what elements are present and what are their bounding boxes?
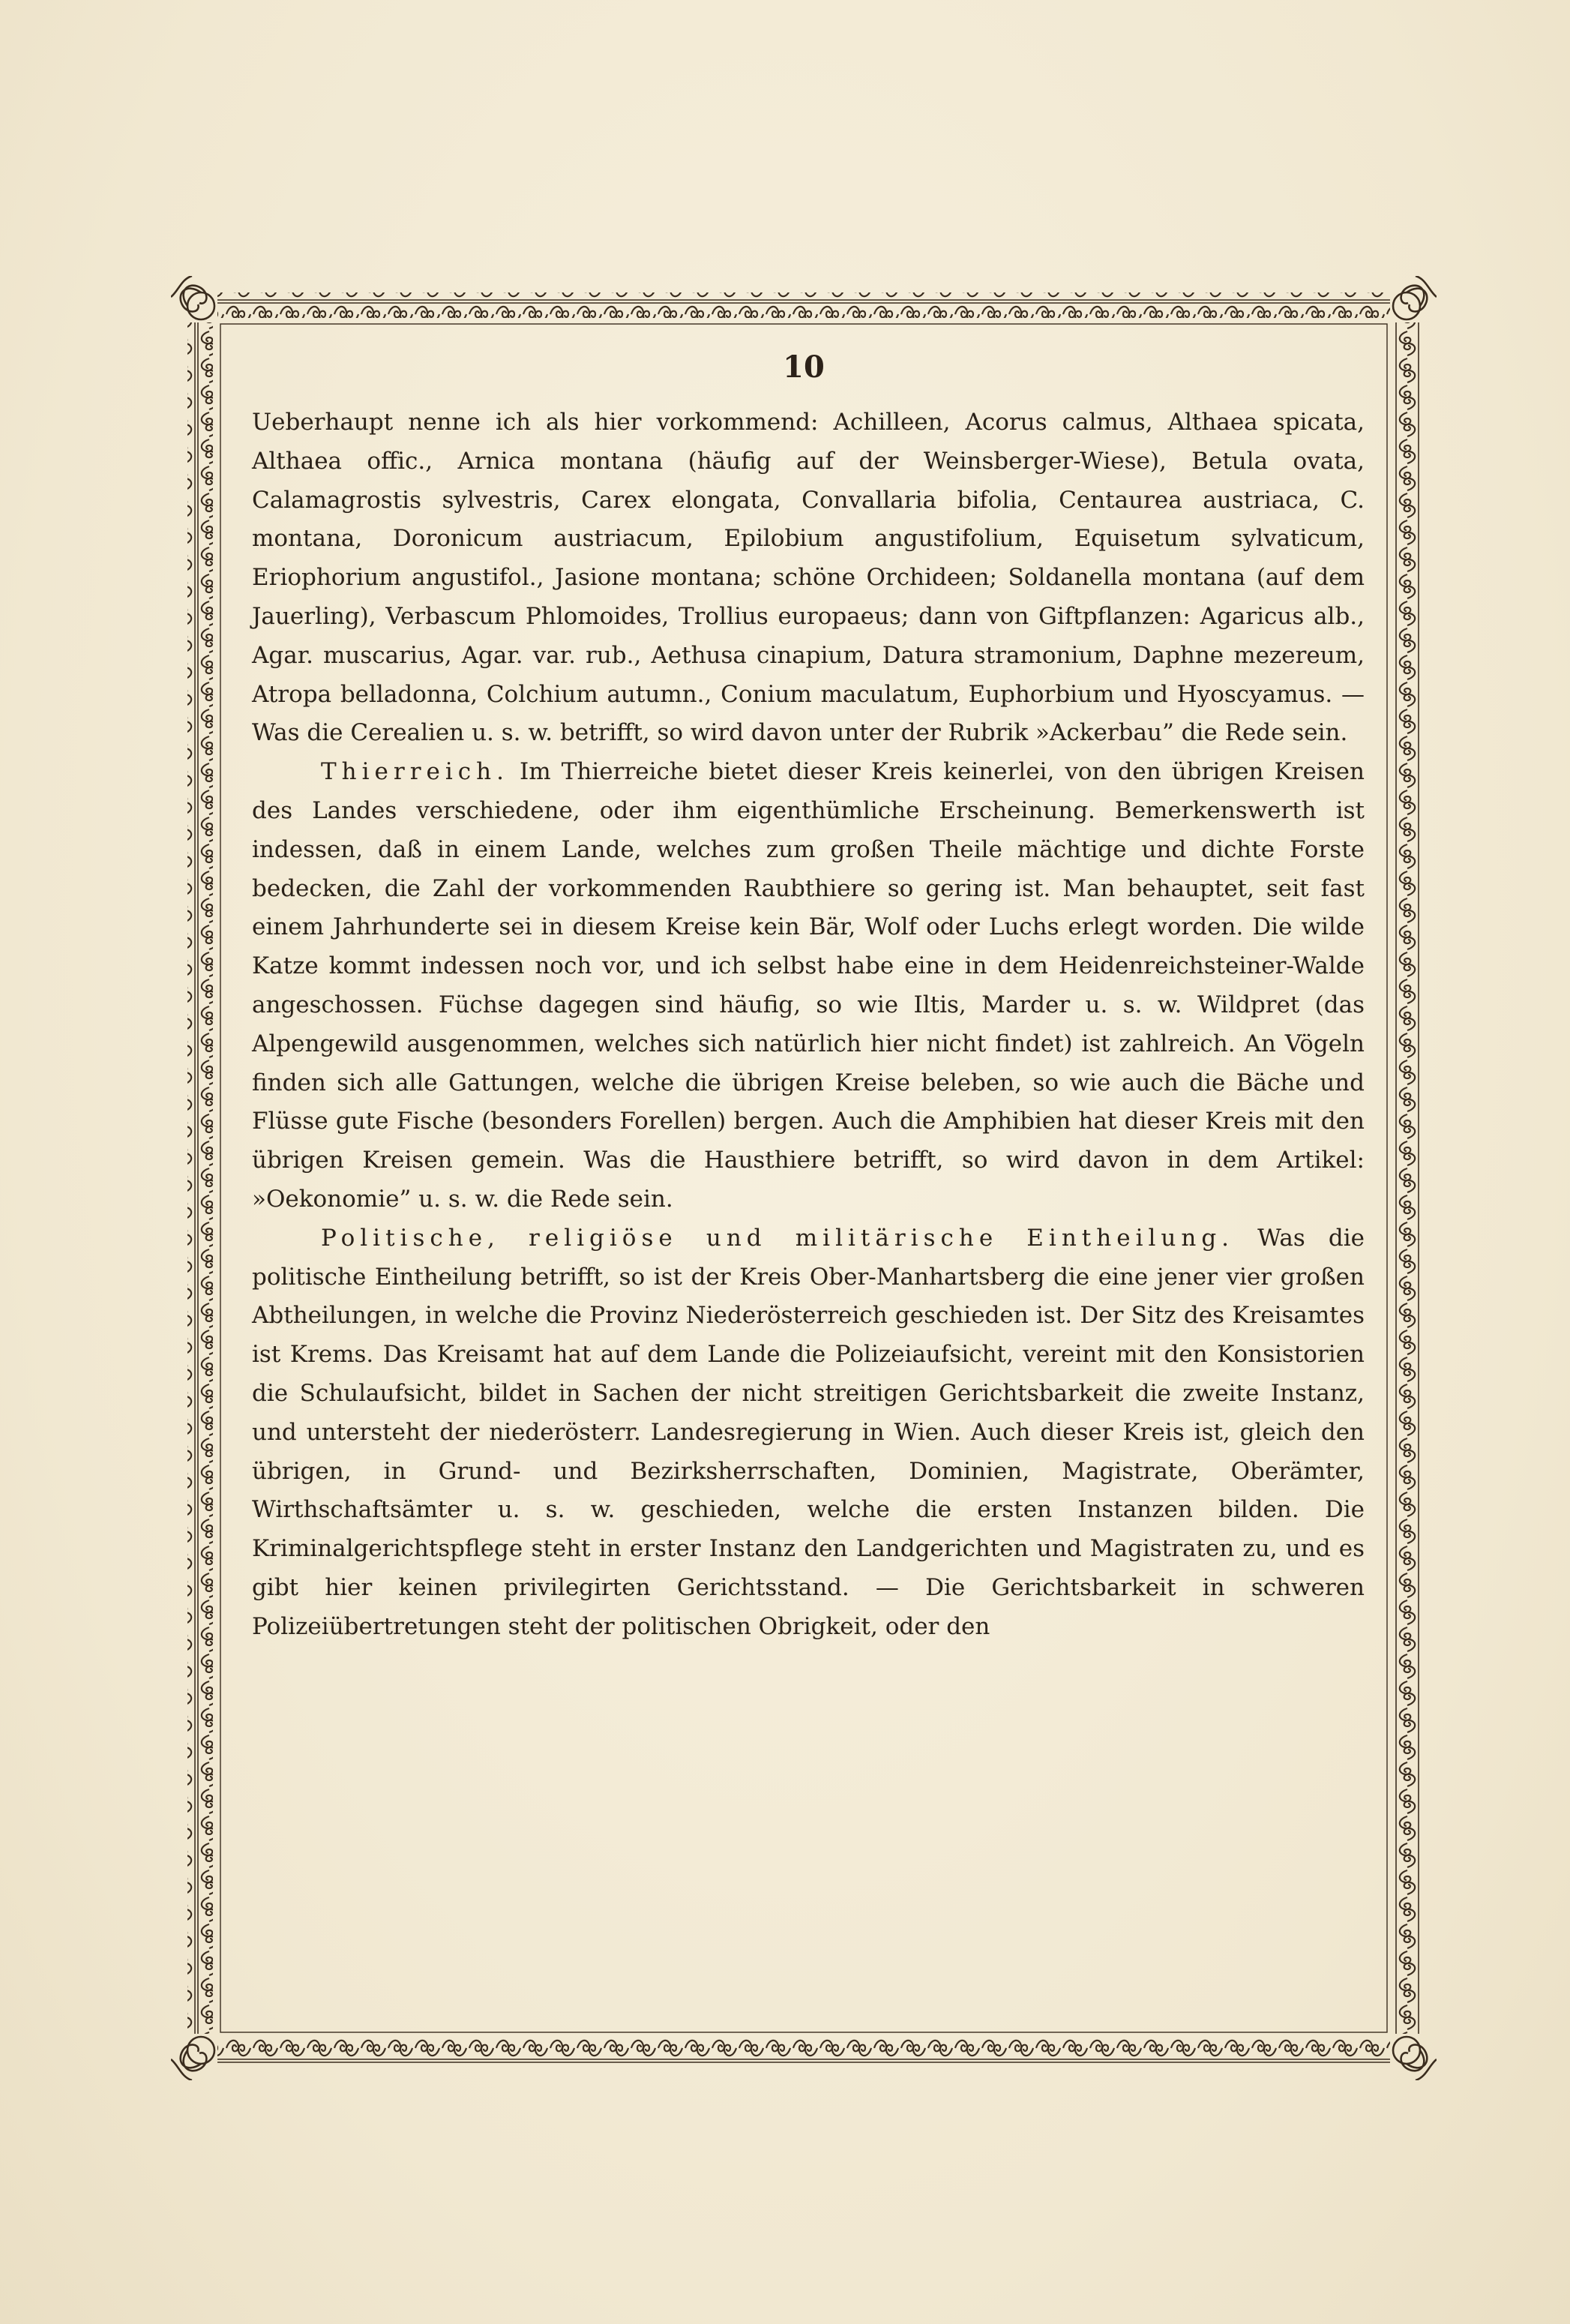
paragraph-flora-text: Ueberhaupt nenne ich als hier vorkommend: Achilleen, Acorus calmus, Althaea spicata, Althaea offic., Arnica montana (häufig auf der Weinsberger-Wiese), Betula ovata, Calamagrostis sylvestris, Carex elongata, Convallaria bifolia, Centaurea austriaca, C. montana, Doronicum austriacum, Epilobium angustifolium, Equisetum sylvaticum, Eriophorium angustifol., Jasione montana; schöne Orchideen; Soldanella montana (auf dem Jauerling), Verbascum Phlomoides, Trollius europaeus; dann von Giftpflanzen: Agaricus alb., Agar. muscarius, Agar. var. rub., Aethusa cinapium, Datura stramonium, Daphne mezereum, Atropa belladonna, Colchium autumn., Conium maculatum, Euphorbium und Hyoscyamus. — Was die Cerealien u. s. w. betrifft, so wird davon unter der Rubrik »Ackerbau” die Rede sein. (252, 409, 1365, 747)
paragraph-thierreich-text: Im Thierreiche bietet dieser Kreis keinerlei, von den übrigen Kreisen des Landes verschiedene, oder ihm eigenthümliche Erscheinung. Bemerkenswerth ist indessen, daß in einem Lande, welches zum großen Theile mächtige und dichte Forste bedecken, die Zahl der vorkommenden Raubthiere so gering ist. Man behauptet, seit fast einem Jahrhunderte sei in diesem Kreise kein Bär, Wolf oder Luchs erlegt worden. Die wilde Katze kommt indessen noch vor, und ich selbst habe eine in dem Heidenreichsteiner-Walde angeschossen. Füchse dagegen sind häufig, so wie Iltis, Marder u. s. w. Wildpret (das Alpengewild ausgenommen, welches sich natürlich hier nicht findet) ist zahlreich. An Vögeln finden sich alle Gattungen, welche die übrigen Kreise beleben, so wie auch die Bäche und Flüsse gute Fische (besonders Forellen) bergen. Auch die Amphibien hat dieser Kreis mit den übrigen Kreisen gemein. Was die Hausthiere betrifft, so wird davon in dem Artikel: »Oekonomie” u. s. w. die Rede sein. (252, 758, 1365, 1213)
page-number: 10 (783, 349, 825, 385)
corner-ornament-top-right (1393, 276, 1437, 319)
corner-ornament-bottom-left (171, 2037, 214, 2080)
corner-ornament-top-left (171, 276, 214, 319)
paragraph-eintheilung (252, 1219, 1365, 1647)
paragraph-flora (252, 403, 1365, 753)
border-left (187, 322, 213, 2034)
border-right (1395, 322, 1420, 2034)
paragraph-thierreich (252, 753, 1365, 1219)
section-heading-thierreich: Thierreich. (321, 758, 509, 786)
body-text (252, 403, 1365, 1647)
section-heading-eintheilung: Politische, religiöse und militärische Eintheilung. (321, 1224, 1235, 1252)
corner-ornament-bottom-right (1393, 2037, 1437, 2080)
border-top (217, 292, 1390, 318)
paragraph-eintheilung-text: Was die politische Eintheilung betrifft, so ist der Kreis Ober-Manhartsberg die eine jener vier großen Abtheilungen, in welche die Provinz Niederösterreich geschieden ist. Der Sitz des Kreisamtes ist Krems. Das Kreisamt hat auf dem Lande die Polizeiaufsicht, vereint mit den Konsistorien die Schulaufsicht, bildet in Sachen der nicht streitigen Gerichtsbarkeit die zweite Instanz, und untersteht der niederösterr. Landesregierung in Wien. Auch dieser Kreis ist, gleich den übrigen, in Grund- und Bezirksherrschaften, Dominien, Magistrate, Oberämter, Wirthschaftsämter u. s. w. geschieden, welche die ersten Instanzen bilden. Die Kriminalgerichtspflege steht in erster Instanz den Landgerichten und Magistraten zu, und es gibt hier keinen privilegirten Gerichtsstand. — Die Gerichtsbarkeit in schweren Polizeiübertretungen steht der politischen Obrigkeit, oder den (252, 1224, 1365, 1640)
ornamental-frame (171, 276, 1437, 2080)
border-bottom (217, 2038, 1390, 2064)
